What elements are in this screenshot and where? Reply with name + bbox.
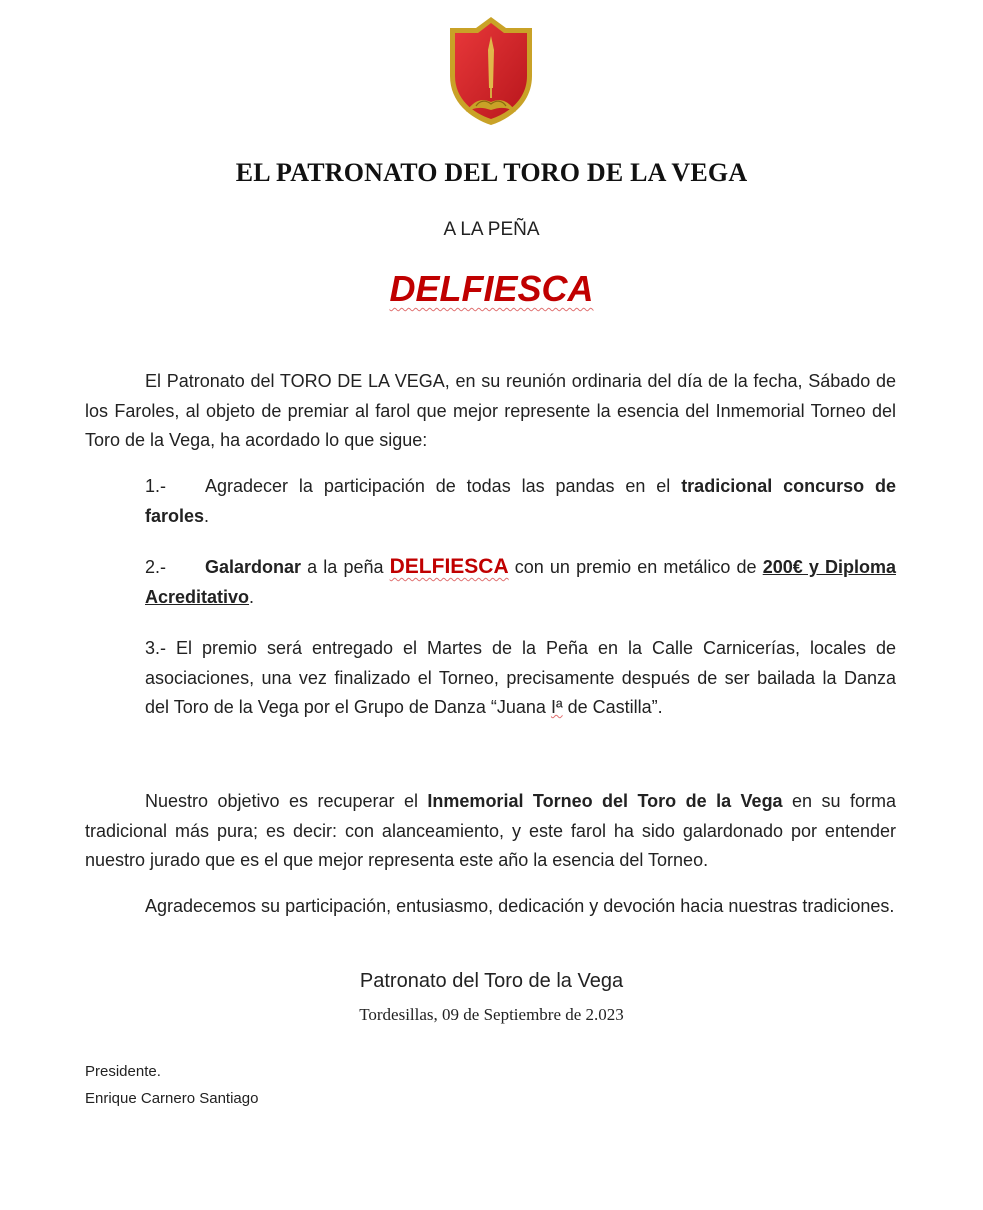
item-number: 1.- — [145, 476, 167, 496]
signature-organization: Patronato del Toro de la Vega — [359, 970, 624, 992]
recipient-label: A LA PEÑA — [443, 219, 540, 240]
agreement-item-2: 2.- Galardonar a la peña DELFIESCA con un premio en metálico de 200€ y Diploma Acreditativo. — [145, 555, 897, 607]
item-number: 2.- — [145, 557, 167, 577]
thanks-paragraph: Agradecemos su participación, entusiasmo, dedicación y devoción hacia nuestras tradiciones. — [145, 896, 895, 916]
page-title: EL PATRONATO DEL TORO DE LA VEGA — [235, 158, 748, 187]
signatory-block — [85, 1058, 258, 1112]
place-date: Tordesillas, 09 de Septiembre de 2.023 — [359, 1005, 624, 1024]
prize-text: 200€ y Diploma Acreditativo — [145, 557, 897, 607]
crest-emblem-icon — [446, 14, 536, 128]
pena-name-heading — [0, 268, 983, 310]
signatory-name: Enrique Carnero Santiago — [85, 1090, 259, 1107]
pena-name: DELFIESCA — [389, 268, 594, 309]
signatory-role: Presidente. — [85, 1063, 161, 1080]
pena-name-inline: DELFIESCA — [389, 555, 509, 578]
agreement-item-3: 3.- El premio será entregado el Martes de la Peña en la Calle Carnicerías, locales de asociaciones, una vez finalizado el Torneo, precisamente después de ser bailada la Danza del Toro de la Vega por el Grupo de Danza “Juana Iª de Castilla”. — [145, 638, 896, 717]
agreement-item-1: 1.- Agradecer la participación de todas las pandas en el tradicional concurso de faroles. — [85, 472, 896, 531]
intro-paragraph: El Patronato del TORO DE LA VEGA, en su reunión ordinaria del día de la fecha, Sábado de los Faroles, al objeto de premiar al farol que mejor represente la esencia del Inmemorial Torneo del Toro de la Vega, ha acordado lo que sigue: — [85, 371, 896, 450]
objective-paragraph: Nuestro objetivo es recuperar el Inmemorial Torneo del Toro de la Vega en su forma tradicional más pura; es decir: con alanceamiento, y este farol ha sido galardonado por entender nuestro jurado que es el que mejor representa este año la esencia del Torneo. — [85, 791, 896, 870]
